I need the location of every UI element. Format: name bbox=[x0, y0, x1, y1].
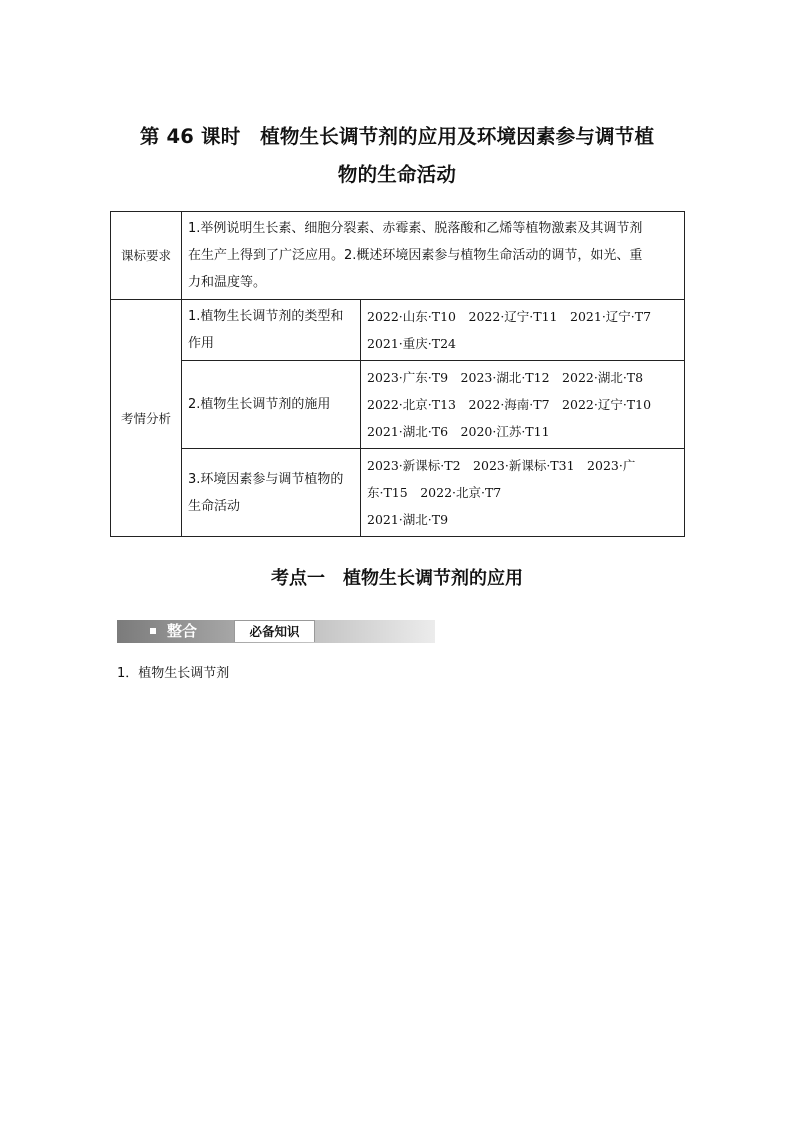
exam-line: 2023·广东·T9 2023·湖北·T12 2022·湖北·T8 bbox=[367, 370, 644, 385]
banner-sub-label: 必备知识 bbox=[234, 620, 315, 642]
page-title-line-2: 物的生命活动 bbox=[337, 163, 457, 186]
topic-line: 生命活动 bbox=[188, 498, 241, 514]
section-title: 考点一 植物生长调节剂的应用 bbox=[271, 568, 523, 589]
exam-line: 2021·湖北·T6 2020·江苏·T11 bbox=[367, 424, 550, 439]
analysis-exams bbox=[361, 361, 685, 449]
curriculum-table bbox=[110, 211, 685, 537]
analysis-row bbox=[111, 449, 685, 537]
topic-line: 2.植物生长调节剂的施用 bbox=[188, 397, 331, 412]
page-title-line-1: 第 46 课时 植物生长调节剂的应用及环境因素参与调节植 bbox=[139, 125, 655, 148]
banner-main-label: 整合 bbox=[167, 622, 198, 640]
exam-line: 2021·重庆·T24 bbox=[367, 336, 457, 351]
curriculum-row bbox=[111, 212, 685, 300]
square-bullet-icon bbox=[150, 628, 156, 634]
list-item: 1．植物生长调节剂 bbox=[117, 666, 230, 681]
exam-line: 2022·北京·T13 2022·海南·T7 2022·辽宁·T10 bbox=[367, 397, 652, 412]
exam-line: 2022·山东·T10 2022·辽宁·T11 2021·辽宁·T7 bbox=[367, 309, 652, 324]
analysis-topic bbox=[182, 361, 361, 449]
section-banner bbox=[117, 620, 435, 643]
topic-line: 1.植物生长调节剂的类型和 bbox=[188, 309, 344, 324]
analysis-topic bbox=[182, 449, 361, 537]
topic-line: 3.环境因素参与调节植物的 bbox=[188, 471, 344, 487]
exam-line: 2023·新课标·T2 2023·新课标·T31 2023·广 bbox=[367, 458, 636, 473]
exam-line: 2021·湖北·T9 bbox=[367, 512, 449, 527]
page-title bbox=[110, 118, 684, 194]
curriculum-line: 1.举例说明生长素、细胞分裂素、赤霉素、脱落酸和乙烯等植物激素及其调节剂 bbox=[188, 221, 643, 236]
curriculum-label: 课标要求 bbox=[111, 212, 182, 300]
analysis-label: 考情分析 bbox=[111, 300, 182, 537]
topic-line: 作用 bbox=[188, 336, 215, 351]
analysis-topic bbox=[182, 300, 361, 361]
analysis-exams bbox=[361, 300, 685, 361]
curriculum-text bbox=[182, 212, 685, 300]
analysis-exams bbox=[361, 449, 685, 537]
exam-line: 东·T15 2022·北京·T7 bbox=[367, 485, 502, 500]
analysis-row bbox=[111, 361, 685, 449]
curriculum-line: 在生产上得到了广泛应用。2.概述环境因素参与植物生命活动的调节，如光、重 bbox=[188, 248, 643, 263]
analysis-row bbox=[111, 300, 685, 361]
curriculum-line: 力和温度等。 bbox=[188, 275, 267, 290]
